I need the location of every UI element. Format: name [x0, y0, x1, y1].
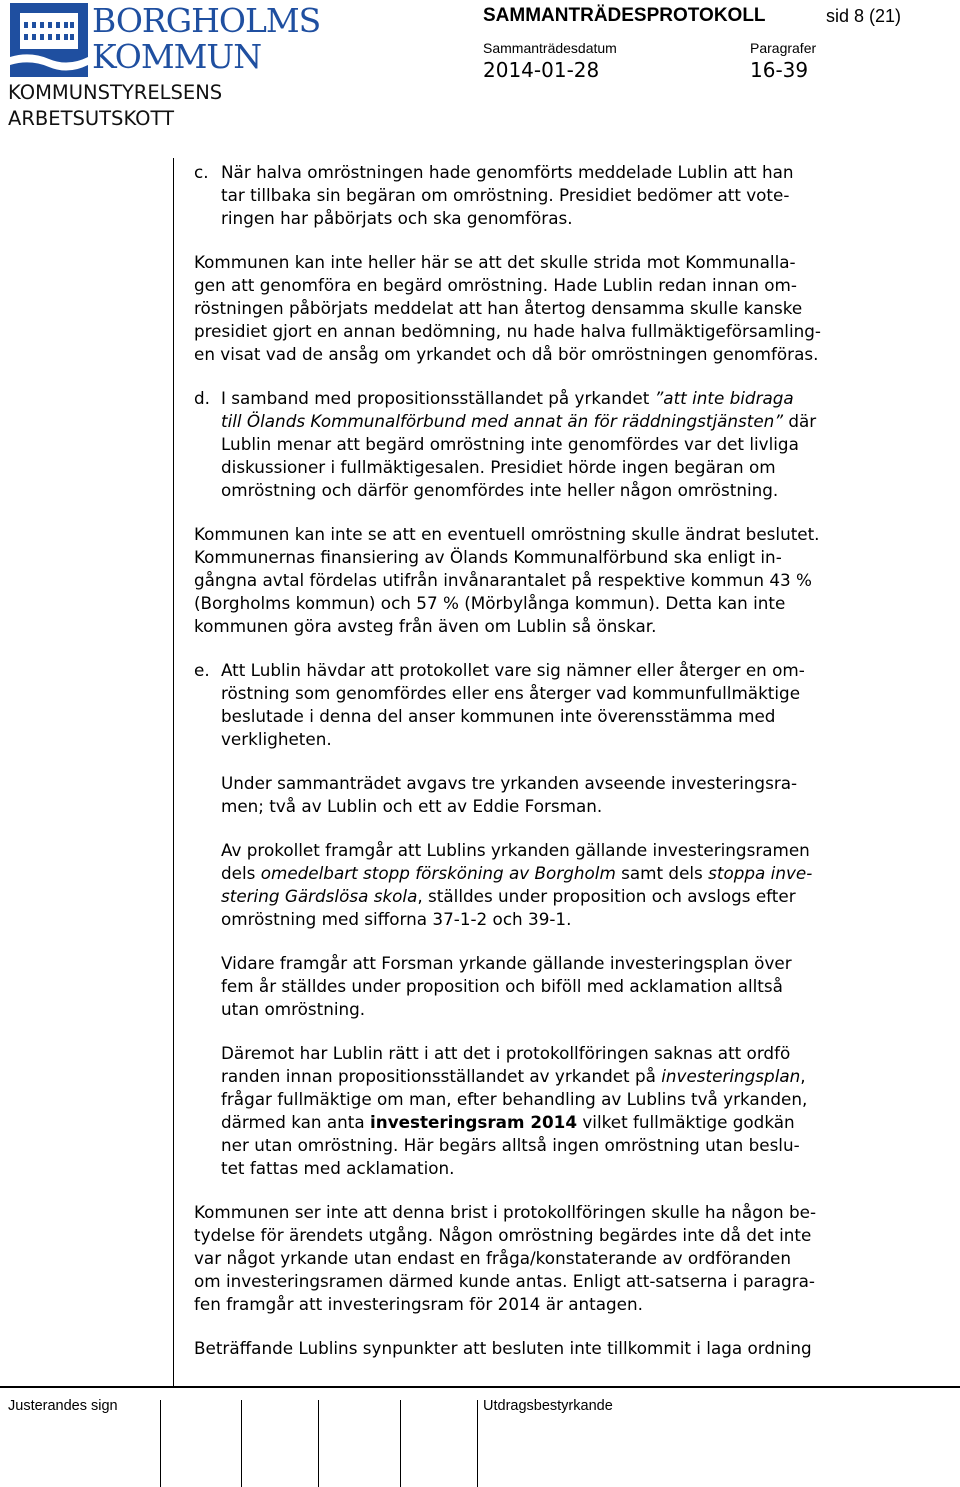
meeting-date-label: Sammanträdesdatum	[483, 40, 617, 56]
text-line: Beträffande Lublins synpunkter att besluten inte tillkommit i laga ordning	[194, 1338, 812, 1358]
text-line: Vidare framgår att Forsman yrkande gällande investeringsplan över	[221, 953, 792, 973]
text-line: om investeringsramen därmed kunde antas. Enligt att-satserna i paragra-	[194, 1271, 815, 1291]
text-line: (Borgholms kommun) och 57 % (Mörbylånga kommun). Detta kan inte	[194, 593, 786, 613]
text-line: När halva omröstningen hade genomförts meddelade Lublin att han	[221, 162, 794, 182]
text-line	[221, 885, 934, 908]
text-span: , ställdes under proposition och avslogs efter	[417, 886, 796, 906]
text-line: fen framgår att investeringsram för 2014 är antagen.	[194, 1294, 643, 1314]
meeting-date-value: 2014-01-28	[483, 58, 600, 82]
paragraph	[194, 251, 934, 366]
item-c	[194, 161, 934, 230]
text-line	[221, 1111, 934, 1134]
text-line: gen att genomföra en begärd omröstning. Hade Lublin redan innan om-	[194, 275, 797, 295]
text-span: därmed kan anta	[221, 1112, 370, 1132]
text-line: tydelse för ärendets utgång. Någon omröstning begärdes inte då det inte	[194, 1225, 812, 1245]
paragraph	[194, 772, 934, 818]
text-line: Kommunen kan inte se att en eventuell omröstning skulle ändrat beslutet.	[194, 524, 820, 544]
paragraphs-value: 16-39	[750, 58, 809, 82]
text-line: presidiet gjort en annan bedömning, nu hade halva fullmäktigeförsamling-	[194, 321, 821, 341]
text-span: ,	[800, 1066, 806, 1086]
text-line: beslutade i denna del anser kommunen inte överensstämma med	[221, 706, 776, 726]
text-line	[221, 862, 934, 885]
text-line: Av prokollet framgår att Lublins yrkanden gällande investeringsramen	[221, 840, 810, 860]
text-span: där	[783, 411, 817, 431]
org-name-line1: KOMMUNSTYRELSENS	[8, 81, 223, 104]
signature-box-divider	[241, 1400, 242, 1487]
logo-text-line2: KOMMUN	[92, 37, 262, 76]
paragraph	[194, 523, 934, 638]
italic-span: stoppa inve-	[708, 863, 813, 883]
text-line: tar tillbaka sin begäran om omröstning. Presidiet bedömer att vote-	[221, 185, 790, 205]
paragraph	[194, 839, 934, 931]
logo-text-line1: BORGHOLMS	[92, 1, 321, 40]
italic-span: omedelbart stopp försköning av Borgholm	[260, 863, 616, 883]
item-e	[194, 659, 934, 751]
org-name-line2: ARBETSUTSKOTT	[8, 107, 174, 130]
document-title: SAMMANTRÄDESPROTOKOLL	[483, 5, 766, 26]
text-line: tet fattas med acklamation.	[221, 1158, 455, 1178]
text-line: en visat vad de ansåg om yrkandet och då bör omröstningen genomföras.	[194, 344, 819, 364]
paragraph	[194, 1042, 934, 1180]
municipality-crest-icon	[10, 3, 88, 77]
text-line: verkligheten.	[221, 729, 332, 749]
item-d	[194, 387, 934, 502]
text-line: Kommunen kan inte heller här se att det skulle strida mot Kommunalla-	[194, 252, 796, 272]
signature-box-divider	[318, 1400, 319, 1487]
text-line: gångna avtal fördelas utifrån invånarantalet på respektive kommun 43 %	[194, 570, 812, 590]
text-span: vilket fullmäktige godkän	[577, 1112, 795, 1132]
text-span: dels	[221, 863, 261, 883]
item-e-label: e.	[194, 660, 210, 680]
signature-box-divider	[400, 1400, 401, 1487]
extract-certification-label: Utdragsbestyrkande	[483, 1398, 613, 1414]
item-d-label: d.	[194, 388, 210, 408]
page-number: sid 8 (21)	[826, 6, 902, 26]
text-line: fem år ställdes under proposition och biföll med acklamation alltså	[221, 976, 783, 996]
text-line: frågar fullmäktige om man, efter behandling av Lublins två yrkanden,	[221, 1089, 808, 1109]
text-span: randen innan propositionsställandet av yrkandet på	[221, 1066, 662, 1086]
text-line: ner utan omröstning. Här begärs alltså ingen omröstning utan beslu-	[221, 1135, 800, 1155]
signature-box-divider	[477, 1400, 478, 1487]
text-line: diskussioner i fullmäktigesalen. Presidiet hörde ingen begäran om	[221, 457, 776, 477]
text-line: Att Lublin hävdar att protokollet vare sig nämner eller återger en om-	[221, 660, 805, 680]
text-line: Kommunernas finansiering av Ölands Kommunalförbund ska enligt in-	[194, 547, 782, 567]
text-line	[221, 387, 816, 410]
text-line	[221, 1065, 934, 1088]
paragraph	[194, 1201, 934, 1316]
text-line: kommunen göra avsteg från även om Lublin så önskar.	[194, 616, 657, 636]
paragraphs-label: Paragrafer	[750, 40, 817, 56]
italic-span: till Ölands Kommunalförbund med annat än för räddningstjänsten”	[221, 411, 784, 431]
text-line: röstning som genomfördes eller ens återger vad kommunfullmäktige	[221, 683, 801, 703]
justering-sign-label: Justerandes sign	[8, 1398, 118, 1414]
italic-span: ”att inte bidraga	[654, 388, 794, 408]
text-line: röstningen påbörjats meddelat att han återtog densamma skulle kanske	[194, 298, 803, 318]
text-line	[221, 410, 816, 433]
text-line: ringen har påbörjats och ska genomföras.	[221, 208, 573, 228]
text-line: Under sammanträdet avgavs tre yrkanden avseende investeringsra-	[221, 773, 798, 793]
paragraph	[194, 952, 934, 1021]
text-line: utan omröstning.	[221, 999, 366, 1019]
text-line: omröstning med sifforna 37-1-2 och 39-1.	[221, 909, 572, 929]
text-line: Lublin menar att begärd omröstning inte genomfördes var det livliga	[221, 434, 799, 454]
text-line: men; två av Lublin och ett av Eddie Forsman.	[221, 796, 603, 816]
text-span: I samband med propositionsställandet på yrkandet	[221, 388, 655, 408]
item-c-label: c.	[194, 162, 209, 182]
left-margin-rule	[173, 158, 174, 1386]
text-span: samt dels	[615, 863, 709, 883]
text-line: Kommunen ser inte att denna brist i protokollföringen skulle ha någon be-	[194, 1202, 817, 1222]
text-line: Däremot har Lublin rätt i att det i protokollföringen saknas att ordfö	[221, 1043, 791, 1063]
italic-span: investeringsplan	[661, 1066, 801, 1086]
italic-span: stering Gärdslösa skola	[221, 886, 418, 906]
document-body	[194, 161, 934, 1360]
text-line: omröstning och därför genomfördes inte heller någon omröstning.	[221, 480, 779, 500]
footer-rule	[0, 1386, 960, 1388]
bold-span: investeringsram 2014	[370, 1112, 578, 1132]
text-line: var något yrkande utan endast en fråga/konstaterande av ordföranden	[194, 1248, 792, 1268]
signature-box-divider	[160, 1400, 161, 1487]
